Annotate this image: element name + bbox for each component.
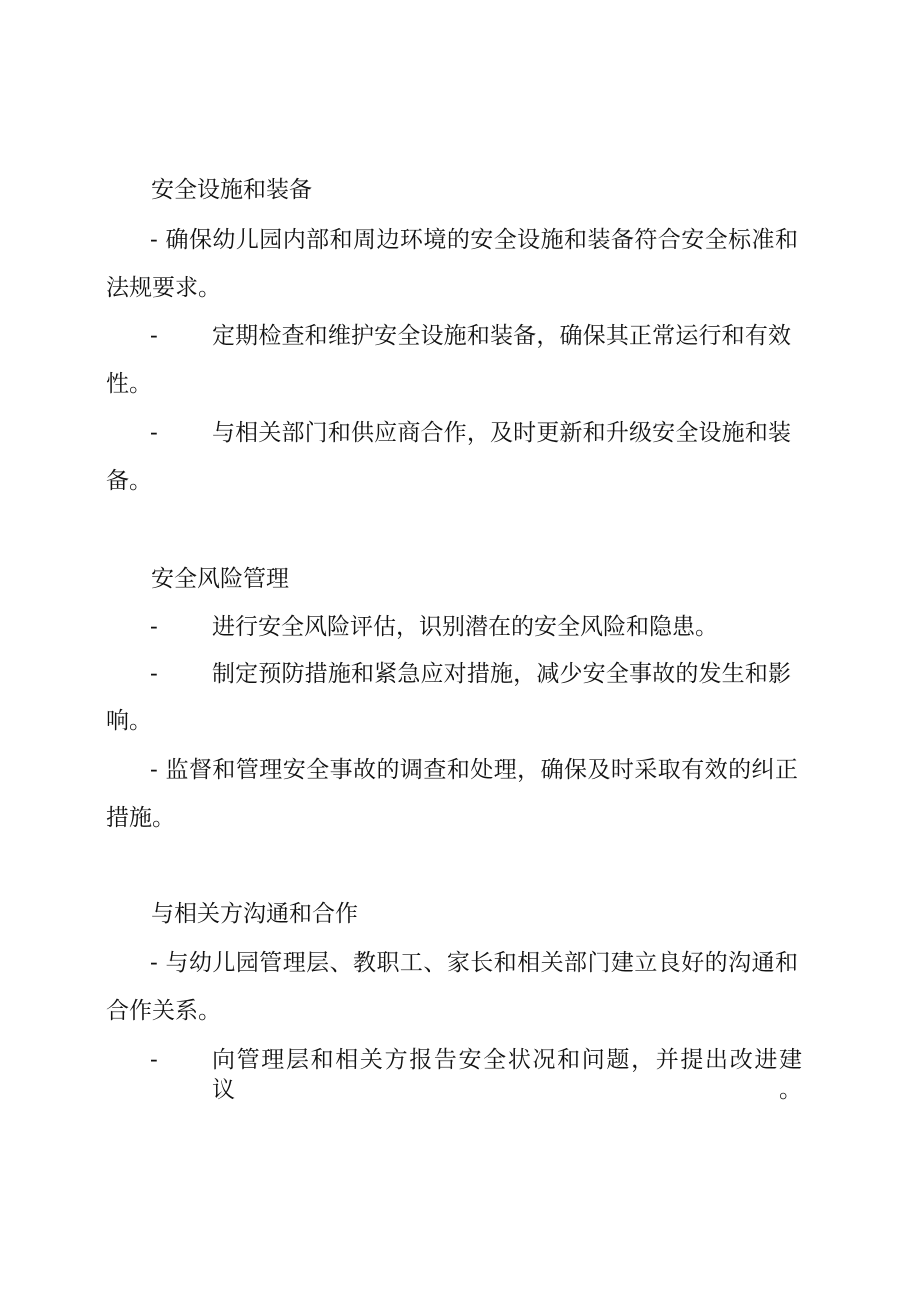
list-item-continuation: 措施。 (106, 805, 175, 831)
list-item-line: 与相关部门和供应商合作，及时更新和升级安全设施和装 (212, 420, 791, 446)
list-bullet: - (150, 661, 158, 687)
list-item-continuation: 性。 (106, 371, 152, 397)
list-item-continuation: 备。 (106, 468, 152, 494)
list-item-line: 向管理层和相关方报告安全状况和问题，并提出改进建议。 (212, 1047, 802, 1103)
list-item-continuation: 响。 (106, 708, 152, 734)
list-item-line: 制定预防措施和紧急应对措施，减少安全事故的发生和影 (212, 661, 791, 687)
list-bullet: - (150, 614, 158, 640)
list-item-continuation: 合作关系。 (106, 998, 221, 1024)
section-heading: 安全设施和装备 (151, 177, 312, 203)
section-heading: 与相关方沟通和合作 (151, 901, 358, 927)
list-item-line: - 确保幼儿园内部和周边环境的安全设施和装备符合安全标准和 (150, 227, 798, 253)
list-bullet: - (150, 323, 158, 349)
list-item-line: - 与幼儿园管理层、教职工、家长和相关部门建立良好的沟通和 (150, 950, 798, 976)
list-bullet: - (150, 1047, 158, 1073)
list-item-line: - 监督和管理安全事故的调查和处理，确保及时采取有效的纠正 (150, 757, 798, 783)
list-item-line: 定期检查和维护安全设施和装备，确保其正常运行和有效 (212, 323, 791, 349)
list-item-continuation: 法规要求。 (106, 275, 221, 301)
list-bullet: - (150, 420, 158, 446)
list-item-line: 进行安全风险评估，识别潜在的安全风险和隐患。 (212, 614, 718, 640)
section-heading: 安全风险管理 (151, 566, 289, 592)
